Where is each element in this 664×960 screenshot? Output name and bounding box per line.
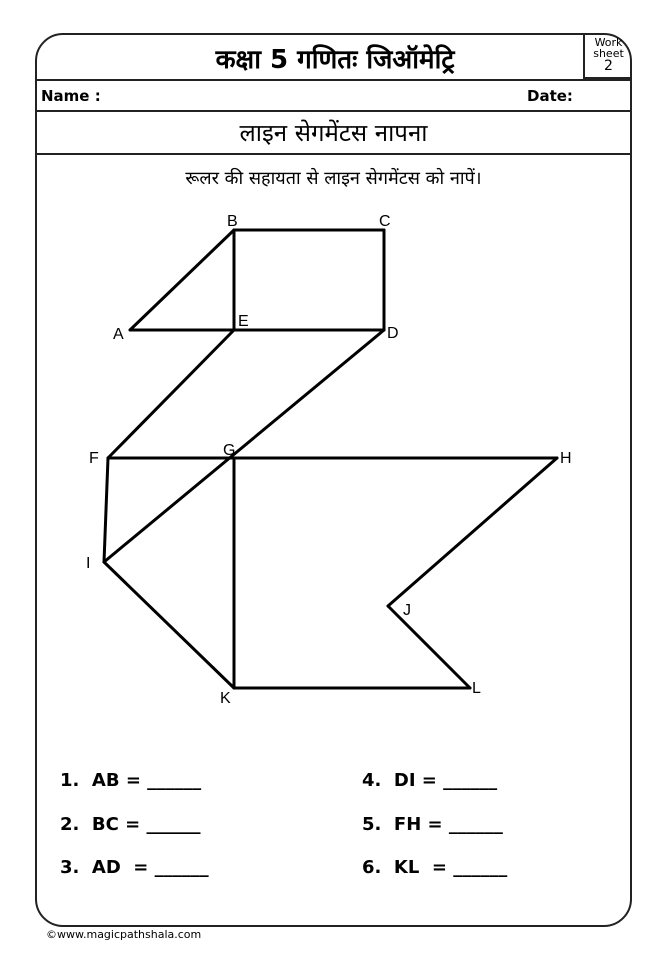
question-6: 6. KL = ______ <box>362 857 508 878</box>
question-3: 3. AD = ______ <box>60 857 209 878</box>
date-label: Date: <box>527 87 573 105</box>
point-label-G: G <box>223 442 236 459</box>
point-label-C: C <box>379 213 391 230</box>
point-label-A: A <box>113 326 124 343</box>
segment-JL <box>388 606 470 688</box>
segment-DI <box>104 330 384 562</box>
worksheet-label: Work sheet <box>593 36 624 60</box>
point-label-F: F <box>89 450 99 467</box>
footer-copyright: ©www.magicpathshala.com <box>46 928 202 941</box>
point-label-H: H <box>560 450 572 467</box>
segment-FI <box>104 458 108 562</box>
segment-HJ <box>388 458 557 606</box>
point-label-I: I <box>86 555 91 572</box>
segment-AB <box>130 230 234 330</box>
point-label-D: D <box>387 325 399 342</box>
segment-IK <box>104 562 234 688</box>
point-label-E: E <box>238 313 249 330</box>
question-2: 2. BC = ______ <box>60 814 201 835</box>
worksheet-number: 2 <box>604 58 613 74</box>
question-5: 5. FH = ______ <box>362 814 503 835</box>
question-4: 4. DI = ______ <box>362 770 498 791</box>
point-label-B: B <box>227 213 238 230</box>
instruction-text: रूलर की सहायता से लाइन सेगमेंटस को नापें। <box>185 168 482 189</box>
point-label-L: L <box>472 680 481 697</box>
point-label-K: K <box>220 690 231 707</box>
worksheet-subtitle: लाइन सेगमेंटस नापना <box>239 119 428 147</box>
name-label: Name : <box>41 87 101 105</box>
worksheet-title: कक्षा 5 गणितः जिऑमेट्रि <box>215 45 455 75</box>
point-label-J: J <box>403 602 411 619</box>
question-1: 1. AB = ______ <box>60 770 202 791</box>
segment-EF <box>108 330 234 458</box>
